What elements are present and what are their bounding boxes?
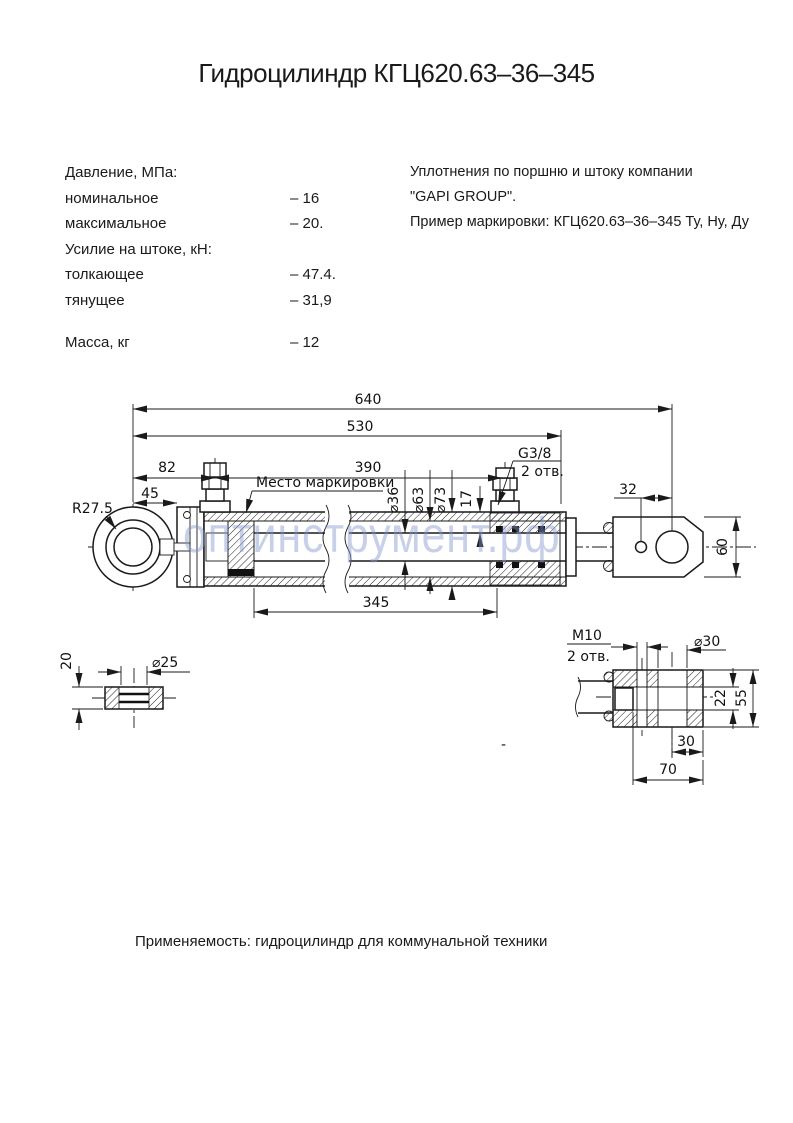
application-note: Применяемость: гидроцилиндр для коммунальной техники bbox=[135, 933, 548, 950]
dim-stroke-length: 345 bbox=[362, 595, 390, 611]
spec-row-mass: Масса, кг – 12 bbox=[65, 334, 320, 351]
spec-row: Усилие на штоке, кН: bbox=[65, 240, 212, 258]
break-lines bbox=[323, 505, 351, 593]
note-line: Пример маркировки: КГЦ620.63–36–345 Ту, Ну, Ду bbox=[410, 214, 750, 230]
rod-clevis bbox=[613, 517, 703, 577]
dim-clevis-length: 70 bbox=[659, 762, 677, 778]
dim-eye-to-face: 45 bbox=[141, 486, 159, 502]
dim-boss-height: 17 bbox=[459, 490, 475, 508]
dim-rod-diameter: ⌀36 bbox=[386, 486, 402, 514]
dim-slot-width: 22 bbox=[713, 689, 729, 707]
spec-row: номинальное – 16 bbox=[65, 189, 320, 207]
dim-pin-diameter: ⌀25 bbox=[152, 655, 179, 671]
dim-hole-diameter: ⌀30 bbox=[694, 634, 721, 650]
eye-detail-view bbox=[59, 652, 190, 730]
spec-row: максимальное – 20. bbox=[65, 215, 324, 232]
port-qty-label: 2 отв. bbox=[521, 464, 564, 480]
dim-clevis-height: 60 bbox=[715, 538, 731, 556]
watermark: оптинструмент.рф bbox=[183, 507, 561, 563]
drawing-title: Гидроцилиндр КГЦ620.63–36–345 bbox=[198, 58, 595, 88]
dim-overall-length: 640 bbox=[354, 392, 382, 408]
dim-clevis-depth: 55 bbox=[734, 689, 750, 707]
note-line: Уплотнения по поршню и штоку компании bbox=[410, 164, 693, 180]
dim-eye-width: 20 bbox=[59, 652, 75, 670]
marking-label: Место маркировки bbox=[256, 475, 395, 491]
dim-thread-qty: 2 отв. bbox=[567, 649, 610, 665]
port-fitting-right bbox=[491, 468, 519, 512]
note-line: "GAPI GROUP". bbox=[410, 189, 517, 205]
port-thread-label: G3/8 bbox=[518, 446, 552, 462]
dim-ports-span: 390 bbox=[354, 460, 382, 476]
dim-hole-offset: 32 bbox=[619, 482, 637, 498]
spec-row: толкающее – 47.4. bbox=[65, 266, 336, 283]
main-view bbox=[72, 392, 756, 618]
dim-tube-diameter: ⌀73 bbox=[433, 486, 449, 514]
dim-edge-offset: 30 bbox=[677, 734, 695, 750]
dim-thread-label: M10 bbox=[572, 628, 602, 644]
stray-dash: - bbox=[501, 737, 507, 753]
rod-end-detail-view bbox=[567, 628, 759, 785]
dim-port-offset: 82 bbox=[158, 460, 176, 476]
spec-row: Давление, МПа: bbox=[65, 164, 178, 181]
dim-eye-radius: R27.5 bbox=[72, 501, 113, 517]
dim-body-length: 530 bbox=[346, 419, 374, 435]
spec-row: тянущее – 31,9 bbox=[65, 291, 332, 309]
dim-bore-diameter: ⌀63 bbox=[411, 486, 427, 514]
port-fitting-left bbox=[200, 463, 230, 512]
